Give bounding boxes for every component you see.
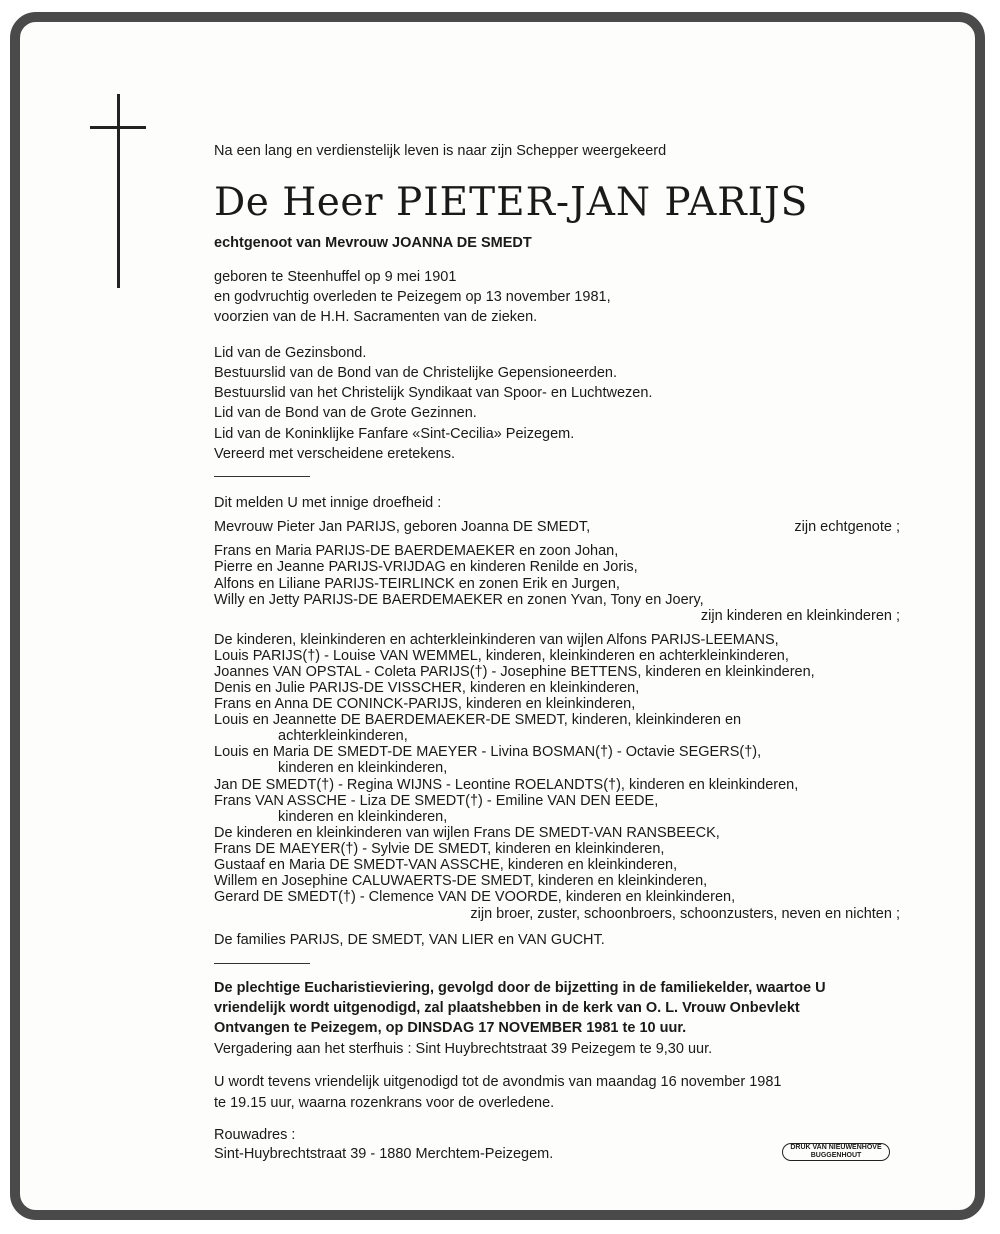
- title-prefix: De Heer: [214, 180, 384, 225]
- relative-line: Frans VAN ASSCHE - Liza DE SMEDT(†) - Emiline VAN DEN EEDE,: [214, 793, 659, 809]
- address-label: Rouwadres :: [214, 1127, 296, 1143]
- ceremony-line: De plechtige Eucharistieviering, gevolgd door de bijzetting in de familiekelder, waartoe U: [214, 980, 826, 996]
- evening-mass-line: U wordt tevens vriendelijk uitgenodigd tot de avondmis van maandag 16 november 1981: [214, 1074, 782, 1090]
- relative-line: Joannes VAN OPSTAL - Coleta PARIJS(†) - Josephine BETTENS, kinderen en kleinkinderen,: [214, 664, 815, 680]
- evening-mass-line: te 19.15 uur, waarna rozenkrans voor de overledene.: [214, 1095, 555, 1111]
- section-divider: [214, 963, 310, 964]
- announcement: Dit melden U met innige droefheid :: [214, 495, 442, 511]
- relative-line: kinderen en kleinkinderen,: [278, 809, 448, 825]
- relative-line: De kinderen, kleinkinderen en achterkleinkinderen van wijlen Alfons PARIJS-LEEMANS,: [214, 632, 779, 648]
- membership-line: Vereerd met verscheidene eretekens.: [214, 446, 455, 462]
- relative-line: De kinderen en kleinkinderen van wijlen Frans DE SMEDT-VAN RANSBEECK,: [214, 825, 720, 841]
- ceremony-line: Ontvangen te Peizegem, op DINSDAG 17 NOVEMBER 1981 te 10 uur.: [214, 1020, 687, 1036]
- membership-line: Lid van de Bond van de Grote Gezinnen.: [214, 405, 477, 421]
- relative-line: Louis PARIJS(†) - Louise VAN WEMMEL, kinderen, kleinkinderen en achterkleinkinderen,: [214, 648, 789, 664]
- relative-line: achterkleinkinderen,: [278, 728, 408, 744]
- membership-line: Lid van de Gezinsbond.: [214, 345, 367, 361]
- printer-line: DRUK VAN NIEUWENHOVE: [790, 1144, 882, 1151]
- relative-line: Louis en Jeannette DE BAERDEMAEKER-DE SMEDT, kinderen, kleinkinderen en: [214, 712, 742, 728]
- relative-line: kinderen en kleinkinderen,: [278, 760, 448, 776]
- widow-line: Mevrouw Pieter Jan PARIJS, geboren Joanna DE SMEDT,: [214, 519, 591, 535]
- deceased-name: PIETER-JAN PARIJS: [395, 180, 809, 225]
- membership-line: Lid van de Koninklijke Fanfare «Sint-Cecilia» Peizegem.: [214, 426, 575, 442]
- children-line: Alfons en Liliane PARIJS-TEIRLINCK en zonen Erik en Jurgen,: [214, 576, 620, 592]
- deceased-title: [214, 180, 808, 225]
- spouse-line: echtgenoot van Mevrouw JOANNA DE SMEDT: [214, 235, 532, 251]
- life-line: voorzien van de H.H. Sacramenten van de zieken.: [214, 309, 538, 325]
- relative-line: Willem en Josephine CALUWAERTS-DE SMEDT, kinderen en kleinkinderen,: [214, 873, 708, 889]
- children-relation: zijn kinderen en kleinkinderen ;: [700, 608, 900, 624]
- life-line: geboren te Steenhuffel op 9 mei 1901: [214, 269, 457, 285]
- children-line: Frans en Maria PARIJS-DE BAERDEMAEKER en zoon Johan,: [214, 543, 619, 559]
- intro-text: Na een lang en verdienstelijk leven is naar zijn Schepper weergekeerd: [214, 143, 667, 159]
- printer-line: BUGGENHOUT: [810, 1151, 862, 1159]
- families-line: De families PARIJS, DE SMEDT, VAN LIER en VAN GUCHT.: [214, 932, 605, 948]
- life-line: en godvruchtig overleden te Peizegem op 13 november 1981,: [214, 289, 611, 305]
- ceremony-line: vriendelijk wordt uitgenodigd, zal plaatshebben in de kerk van O. L. Vrouw Onbevlekt: [214, 1000, 800, 1016]
- children-line: Pierre en Jeanne PARIJS-VRIJDAG en kinderen Renilde en Joris,: [214, 559, 638, 575]
- relative-line: Jan DE SMEDT(†) - Regina WIJNS - Leontine ROELANDTS(†), kinderen en kleinkinderen,: [214, 777, 799, 793]
- section-divider: [214, 476, 310, 477]
- relative-line: Frans DE MAEYER(†) - Sylvie DE SMEDT, kinderen en kleinkinderen,: [214, 841, 665, 857]
- relatives-relation: zijn broer, zuster, schoonbroers, schoonzusters, neven en nichten ;: [470, 906, 900, 922]
- gathering-line: Vergadering aan het sterfhuis : Sint Huybrechtstraat 39 Peizegem te 9,30 uur.: [214, 1041, 713, 1057]
- address-value: Sint-Huybrechtstraat 39 - 1880 Merchtem-Peizegem.: [214, 1146, 554, 1162]
- relative-line: Denis en Julie PARIJS-DE VISSCHER, kinderen en kleinkinderen,: [214, 680, 640, 696]
- relative-line: Gustaaf en Maria DE SMEDT-VAN ASSCHE, kinderen en kleinkinderen,: [214, 857, 678, 873]
- relative-line: Frans en Anna DE CONINCK-PARIJS, kinderen en kleinkinderen,: [214, 696, 636, 712]
- printer-stamp: [782, 1143, 890, 1161]
- widow-relation: zijn echtgenote ;: [794, 519, 900, 535]
- membership-line: Bestuurslid van de Bond van de Christelijke Gepensioneerden.: [214, 365, 618, 381]
- children-line: Willy en Jetty PARIJS-DE BAERDEMAEKER en zonen Yvan, Tony en Joery,: [214, 592, 704, 608]
- relative-line: Louis en Maria DE SMEDT-DE MAEYER - Livina BOSMAN(†) - Octavie SEGERS(†),: [214, 744, 762, 760]
- relative-line: Gerard DE SMEDT(†) - Clemence VAN DE VOORDE, kinderen en kleinkinderen,: [214, 889, 736, 905]
- membership-line: Bestuurslid van het Christelijk Syndikaat van Spoor- en Luchtwezen.: [214, 385, 653, 401]
